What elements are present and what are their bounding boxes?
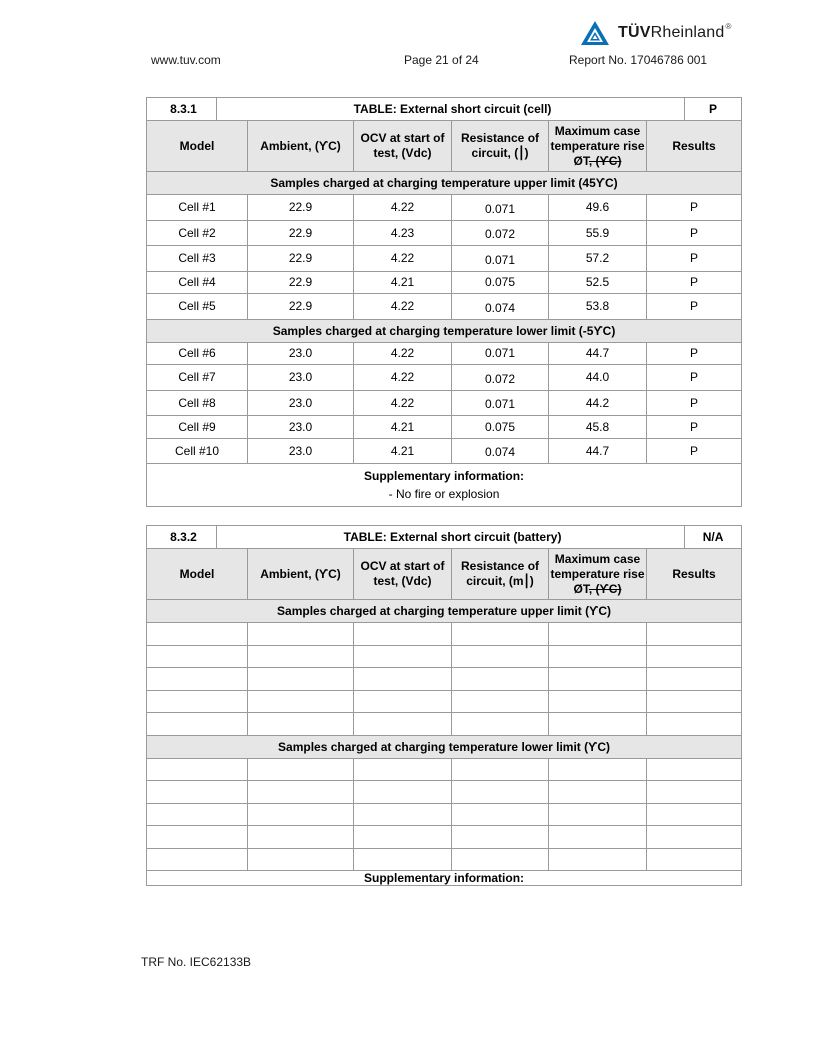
empty-row [147,668,742,691]
col-resistance: Resistance of circuit, (m⎮) [452,549,549,600]
trf-number: TRF No. IEC62133B [141,955,252,969]
table-row: Cell #6 23.0 4.22 0.071 44.7 P [147,342,742,365]
table-row: Cell #4 22.9 4.21 0.075 52.5 P [147,271,742,294]
tuv-triangle-icon [580,20,610,46]
empty-row [147,781,742,804]
table-external-short-circuit-cell [146,97,742,507]
col-max-temp: Maximum case temperature rise ØT, (ϒC) [549,549,647,600]
supplementary-info [147,464,742,507]
supplementary-text: - No fire or explosion [388,487,500,501]
table-title-row [147,98,742,121]
col-ambient: Ambient, (ϒC) [248,549,354,600]
table-external-short-circuit-battery [146,525,742,886]
empty-row [147,758,742,781]
empty-row [147,713,742,736]
table-row: Cell #10 23.0 4.21 0.074 44.7 P [147,438,742,464]
supplementary-info [147,871,742,886]
website-link[interactable]: www.tuv.com [151,53,221,67]
table-title-row [147,526,742,549]
table-row: Cell #1 22.9 4.22 0.071 49.6 P [147,195,742,221]
empty-row [147,623,742,646]
empty-row [147,848,742,871]
table-title: TABLE: External short circuit (battery) [217,526,685,549]
col-ocv: OCV at start of test, (Vdc) [354,549,452,600]
column-header-row [147,549,742,600]
table-row: Cell #8 23.0 4.22 0.071 44.2 P [147,390,742,416]
table-row: Cell #2 22.9 4.23 0.072 55.9 P [147,220,742,246]
supplementary-title: Supplementary information: [364,469,525,483]
col-resistance: Resistance of circuit, (⎮) [452,121,549,172]
col-max-temp: Maximum case temperature rise ØT, (ϒC) [549,121,647,172]
column-header-row [147,121,742,172]
col-ocv: OCV at start of test, (Vdc) [354,121,452,172]
verdict: N/A [685,526,742,549]
table-row: Cell #9 23.0 4.21 0.075 45.8 P [147,416,742,439]
report-number: Report No. 17046786 001 [569,53,708,67]
empty-row [147,803,742,826]
empty-row [147,645,742,668]
group-header-lower: Samples charged at charging temperature lower limit (-5ϒC) [147,319,742,342]
col-model: Model [147,121,248,172]
group-header-upper: Samples charged at charging temperature upper limit (ϒC) [147,600,742,623]
brand-name: TÜVRheinland® [618,22,732,41]
table-row: Cell #3 22.9 4.22 0.071 57.2 P [147,246,742,272]
empty-row [147,826,742,849]
section-number: 8.3.1 [147,98,217,121]
verdict: P [685,98,742,121]
col-ambient: Ambient, (ϒC) [248,121,354,172]
table-row: Cell #5 22.9 4.22 0.074 53.8 P [147,294,742,320]
tuv-rheinland-logo [580,20,732,46]
section-number: 8.3.2 [147,526,217,549]
table-title: TABLE: External short circuit (cell) [217,98,685,121]
col-results: Results [647,549,742,600]
group-header-lower: Samples charged at charging temperature lower limit (ϒC) [147,735,742,758]
col-model: Model [147,549,248,600]
empty-row [147,690,742,713]
col-results: Results [647,121,742,172]
table-row: Cell #7 23.0 4.22 0.072 44.0 P [147,365,742,391]
supplementary-title: Supplementary information: [364,871,525,885]
page-number: Page 21 of 24 [404,53,479,67]
group-header-upper: Samples charged at charging temperature upper limit (45ϒC) [147,172,742,195]
